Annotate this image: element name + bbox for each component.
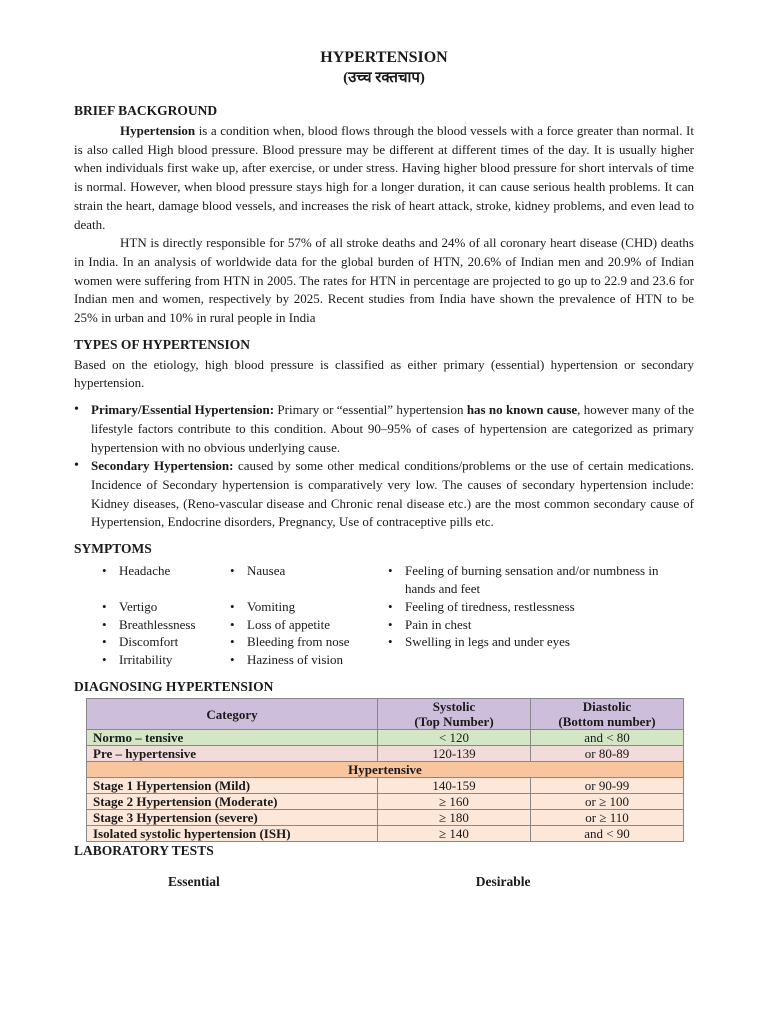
section-heading-lab: LABORATORY TESTS xyxy=(74,843,214,859)
primary-text-b: , however many of the lifestyle factors contribute to this condition. About 90–95% of cases of hypertension are categorized as primary hypertension with no obvious underlying cause. xyxy=(91,402,694,455)
row-diastolic: and < 90 xyxy=(531,826,684,842)
row-category: Pre – hypertensive xyxy=(87,746,378,762)
header-systolic-line-1: Systolic xyxy=(432,699,476,715)
row-category: Stage 1 Hypertension (Mild) xyxy=(87,778,378,794)
row-diastolic: and < 80 xyxy=(531,730,684,746)
primary-text-a: Primary or “essential” hypertension xyxy=(274,402,467,418)
symptom-item: • Discomfort xyxy=(102,633,230,651)
header-diastolic-line-1: Diastolic xyxy=(582,699,632,715)
background-paragraph-1 xyxy=(74,122,694,234)
symptom-empty-cell xyxy=(388,651,684,669)
section-heading-types: TYPES OF HYPERTENSION xyxy=(74,336,251,352)
term-hypertension: Hypertension xyxy=(120,123,196,138)
row-systolic: 140-159 xyxy=(378,778,531,794)
types-list xyxy=(74,401,694,532)
header-systolic-line-2: (Top Number) xyxy=(414,714,494,730)
row-diastolic: or ≥ 100 xyxy=(531,794,684,810)
page-title: HYPERTENSION xyxy=(320,49,448,66)
symptom-item: • Irritability xyxy=(102,651,230,669)
row-category: Normo – tensive xyxy=(87,730,378,746)
symptoms-grid xyxy=(102,562,694,668)
row-diastolic: or 80-89 xyxy=(531,746,684,762)
table-row xyxy=(87,794,684,810)
page-subtitle: (उच्च रक्तचाप) xyxy=(343,70,425,86)
header-category: Category xyxy=(87,699,378,730)
symptom-item: • Haziness of vision xyxy=(230,651,388,669)
row-systolic: < 120 xyxy=(378,730,531,746)
symptom-item: • Pain in chest xyxy=(388,616,684,634)
symptom-item: • Headache xyxy=(102,562,230,598)
lab-essential-heading: Essential xyxy=(168,874,220,890)
group-label-hypertensive: Hypertensive xyxy=(87,762,684,778)
background-text-1: is a condition when, blood flows through the blood vessels with a force greater than normal. It is also called High blood pressure. Blood pressure may be different at different times of the day. It is usually higher when individuals first wake up, after exercise, or under stress. Having higher blood pressure for short intervals of time is normal. However, when blood pressure stays high for a longer duration, it can cause serious health problems. It can strain the heart, damage blood vessels, and increases the risk of heart attack, stroke, kidney problems, and even lead to death. xyxy=(74,123,694,232)
row-category: Stage 3 Hypertension (severe) xyxy=(87,810,378,826)
table-row xyxy=(87,826,684,842)
symptom-item: • Loss of appetite xyxy=(230,616,388,634)
primary-label: Primary/Essential Hypertension: xyxy=(91,402,275,418)
row-category: Stage 2 Hypertension (Moderate) xyxy=(87,794,378,810)
section-heading-background: BRIEF BACKGROUND xyxy=(74,103,218,118)
header-diastolic-line-2: (Bottom number) xyxy=(558,714,656,730)
symptom-item: • Bleeding from nose xyxy=(230,633,388,651)
symptom-item: • Feeling of tiredness, restlessness xyxy=(388,598,684,616)
row-systolic: ≥ 180 xyxy=(378,810,531,826)
row-systolic: ≥ 140 xyxy=(378,826,531,842)
table-row xyxy=(87,730,684,746)
row-systolic: ≥ 160 xyxy=(378,794,531,810)
lab-desirable-heading: Desirable xyxy=(475,874,531,890)
list-item-secondary xyxy=(91,457,694,532)
row-diastolic: or 90-99 xyxy=(531,778,684,794)
symptom-item: • Vertigo xyxy=(102,598,230,616)
table-row xyxy=(87,810,684,826)
row-systolic: 120-139 xyxy=(378,746,531,762)
secondary-text: caused by some other medical conditions/problems or the use of certain medications. Incidence of Secondary hypertension is comparatively very low. The causes of secondary hypertension include: Kidney diseases, (Reno-vascular disease and Chronic renal disease etc.) are the most common secondary cause of Hypertension, Endocrine disorders, Pregnancy, Use of contraceptive pills etc. xyxy=(91,458,694,530)
types-intro: Based on the etiology, high blood pressure is classified as either primary (essential) hypertension or secondary hypertension. xyxy=(74,356,694,391)
table-header-row xyxy=(87,699,684,730)
table-row xyxy=(87,778,684,794)
lab-tests-columns xyxy=(74,874,694,890)
table-group-row xyxy=(87,762,684,778)
header-diastolic xyxy=(531,699,684,730)
symptom-item: • Nausea xyxy=(230,562,388,598)
list-item-primary xyxy=(91,401,694,457)
symptom-item: • Vomiting xyxy=(230,598,388,616)
row-category: Isolated systolic hypertension (ISH) xyxy=(87,826,378,842)
section-heading-symptoms: SYMPTOMS xyxy=(74,541,152,557)
symptom-item: • Swelling in legs and under eyes xyxy=(388,633,684,651)
bp-category-table xyxy=(86,698,684,842)
section-heading-diagnosing: DIAGNOSING HYPERTENSION xyxy=(74,679,274,695)
secondary-label: Secondary Hypertension: xyxy=(91,458,234,474)
header-systolic xyxy=(378,699,531,730)
symptom-item: • Breathlessness xyxy=(102,616,230,634)
row-diastolic: or ≥ 110 xyxy=(531,810,684,826)
primary-bold-text: has no known cause xyxy=(466,402,578,418)
symptom-item: • Feeling of burning sensation and/or numbness in hands and feet xyxy=(388,562,684,597)
table-row xyxy=(87,746,684,762)
background-paragraph-2: HTN is directly responsible for 57% of all stroke deaths and 24% of all coronary heart disease (CHD) deaths in India. In an analysis of worldwide data for the global burden of HTN, 20.6% of Indian men and 20.9% of Indian women were suffering from HTN in 2005. The rates for HTN in percentage are projected to go up to 22.9 and 23.6 for Indian men and women, respectively by 2025. Recent studies from India have shown the prevalence of HTN to be 25% in urban and 10% in rural people in India xyxy=(74,235,694,326)
